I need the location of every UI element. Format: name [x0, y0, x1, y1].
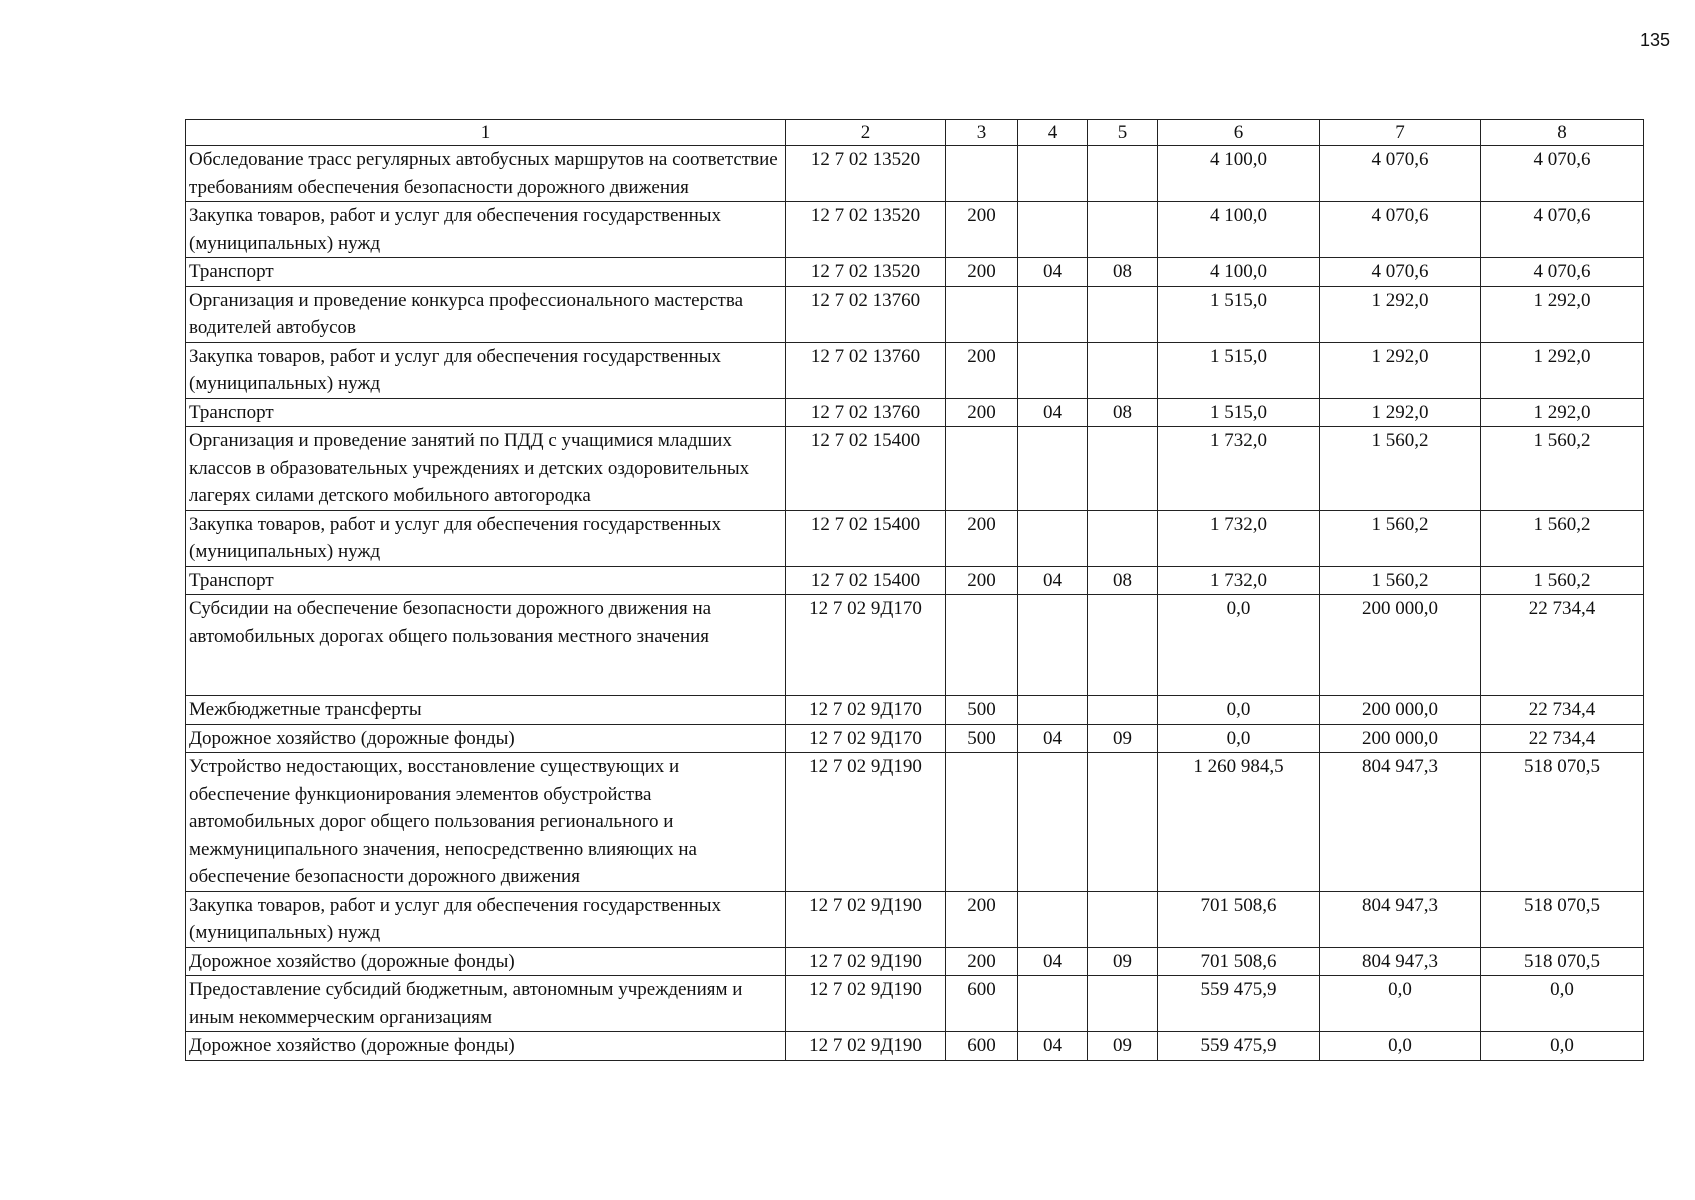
- cell-col5: [1088, 976, 1158, 1032]
- column-header-1: 1: [186, 120, 786, 146]
- cell-col5: 09: [1088, 1032, 1158, 1061]
- cell-code: 12 7 02 9Д170: [786, 724, 946, 753]
- cell-col7: 1 292,0: [1320, 398, 1481, 427]
- column-header-7: 7: [1320, 120, 1481, 146]
- cell-col5: 09: [1088, 724, 1158, 753]
- cell-col7: 4 070,6: [1320, 202, 1481, 258]
- cell-col6: 0,0: [1158, 595, 1320, 696]
- cell-col8: 1 292,0: [1481, 286, 1644, 342]
- cell-name: Транспорт: [186, 398, 786, 427]
- cell-col4: [1018, 286, 1088, 342]
- cell-col4: 04: [1018, 1032, 1088, 1061]
- cell-name: Дорожное хозяйство (дорожные фонды): [186, 1032, 786, 1061]
- cell-col6: 0,0: [1158, 724, 1320, 753]
- cell-col3: 600: [946, 976, 1018, 1032]
- cell-col6: 1 732,0: [1158, 510, 1320, 566]
- cell-code: 12 7 02 13760: [786, 342, 946, 398]
- cell-col4: [1018, 510, 1088, 566]
- cell-name: Закупка товаров, работ и услуг для обеспечения государственных (муниципальных) нужд: [186, 342, 786, 398]
- column-header-6: 6: [1158, 120, 1320, 146]
- cell-code: 12 7 02 13760: [786, 398, 946, 427]
- cell-col3: 200: [946, 947, 1018, 976]
- cell-col6: 4 100,0: [1158, 146, 1320, 202]
- cell-col8: 1 560,2: [1481, 427, 1644, 511]
- cell-name: Обследование трасс регулярных автобусных маршрутов на соответствие требованиям обеспечения безопасности дорожного движения: [186, 146, 786, 202]
- cell-col4: [1018, 595, 1088, 696]
- cell-col3: 200: [946, 891, 1018, 947]
- page-number: 135: [1639, 30, 1670, 50]
- cell-code: 12 7 02 13520: [786, 202, 946, 258]
- cell-name: Организация и проведение занятий по ПДД с учащимися младших классов в образовательных учреждениях и детских оздоровительных лагерях силами детского мобильного автогородка: [186, 427, 786, 511]
- cell-col3: 200: [946, 398, 1018, 427]
- cell-code: 12 7 02 9Д190: [786, 976, 946, 1032]
- cell-col4: 04: [1018, 258, 1088, 287]
- cell-col6: 559 475,9: [1158, 1032, 1320, 1061]
- cell-name: Закупка товаров, работ и услуг для обеспечения государственных (муниципальных) нужд: [186, 510, 786, 566]
- cell-col6: 0,0: [1158, 696, 1320, 725]
- cell-col3: 200: [946, 566, 1018, 595]
- cell-name: Дорожное хозяйство (дорожные фонды): [186, 724, 786, 753]
- cell-col8: 518 070,5: [1481, 891, 1644, 947]
- cell-col3: [946, 427, 1018, 511]
- cell-name: Субсидии на обеспечение безопасности дорожного движения на автомобильных дорогах общего пользования местного значения: [186, 595, 786, 696]
- cell-col6: 4 100,0: [1158, 202, 1320, 258]
- cell-name: Транспорт: [186, 566, 786, 595]
- cell-col5: [1088, 696, 1158, 725]
- cell-col8: 0,0: [1481, 1032, 1644, 1061]
- cell-col5: [1088, 342, 1158, 398]
- cell-name: Закупка товаров, работ и услуг для обеспечения государственных (муниципальных) нужд: [186, 202, 786, 258]
- cell-col7: 804 947,3: [1320, 753, 1481, 892]
- cell-col5: [1088, 202, 1158, 258]
- cell-col3: 200: [946, 342, 1018, 398]
- cell-col3: 500: [946, 724, 1018, 753]
- table-row: [186, 724, 1644, 753]
- cell-name: Организация и проведение конкурса профессионального мастерства водителей автобусов: [186, 286, 786, 342]
- cell-col8: 22 734,4: [1481, 724, 1644, 753]
- table-row: [186, 146, 1644, 202]
- cell-name: Межбюджетные трансферты: [186, 696, 786, 725]
- cell-col4: [1018, 427, 1088, 511]
- cell-col7: 200 000,0: [1320, 595, 1481, 696]
- cell-col7: 804 947,3: [1320, 947, 1481, 976]
- cell-col5: [1088, 595, 1158, 696]
- cell-col6: 1 732,0: [1158, 427, 1320, 511]
- cell-code: 12 7 02 15400: [786, 510, 946, 566]
- cell-col8: 0,0: [1481, 976, 1644, 1032]
- cell-col4: 04: [1018, 566, 1088, 595]
- cell-col3: 200: [946, 510, 1018, 566]
- table-row: [186, 258, 1644, 287]
- cell-col4: [1018, 146, 1088, 202]
- cell-col6: 701 508,6: [1158, 891, 1320, 947]
- table-row: [186, 510, 1644, 566]
- cell-col6: 1 515,0: [1158, 342, 1320, 398]
- column-header-5: 5: [1088, 120, 1158, 146]
- cell-col4: [1018, 753, 1088, 892]
- cell-col3: 600: [946, 1032, 1018, 1061]
- cell-code: 12 7 02 9Д190: [786, 947, 946, 976]
- cell-col5: [1088, 146, 1158, 202]
- column-header-3: 3: [946, 120, 1018, 146]
- cell-code: 12 7 02 13520: [786, 258, 946, 287]
- budget-table: [185, 119, 1644, 1061]
- cell-col7: 0,0: [1320, 976, 1481, 1032]
- cell-col7: 200 000,0: [1320, 696, 1481, 725]
- cell-col8: 4 070,6: [1481, 202, 1644, 258]
- table-row: [186, 202, 1644, 258]
- cell-col8: 1 292,0: [1481, 342, 1644, 398]
- cell-code: 12 7 02 9Д190: [786, 891, 946, 947]
- cell-code: 12 7 02 13760: [786, 286, 946, 342]
- cell-col3: 200: [946, 258, 1018, 287]
- cell-code: 12 7 02 15400: [786, 427, 946, 511]
- cell-col3: [946, 146, 1018, 202]
- cell-code: 12 7 02 13520: [786, 146, 946, 202]
- cell-col4: [1018, 202, 1088, 258]
- table-row: [186, 947, 1644, 976]
- table-row: [186, 286, 1644, 342]
- cell-col8: 22 734,4: [1481, 696, 1644, 725]
- cell-col4: 04: [1018, 398, 1088, 427]
- cell-col7: 4 070,6: [1320, 258, 1481, 287]
- cell-col7: 1 560,2: [1320, 566, 1481, 595]
- cell-col6: 1 732,0: [1158, 566, 1320, 595]
- cell-name: Транспорт: [186, 258, 786, 287]
- cell-col6: 701 508,6: [1158, 947, 1320, 976]
- cell-col8: 22 734,4: [1481, 595, 1644, 696]
- cell-col8: 4 070,6: [1481, 146, 1644, 202]
- cell-code: 12 7 02 9Д170: [786, 595, 946, 696]
- cell-col3: 200: [946, 202, 1018, 258]
- column-header-2: 2: [786, 120, 946, 146]
- cell-name: Устройство недостающих, восстановление существующих и обеспечение функционирования элементов обустройства автомобильных дорог общего пользования регионального и межмуниципального значения, непосредственно влияющих на обеспечение безопасности дорожного движения: [186, 753, 786, 892]
- cell-col5: 08: [1088, 398, 1158, 427]
- table-row: [186, 891, 1644, 947]
- cell-col6: 559 475,9: [1158, 976, 1320, 1032]
- cell-col4: [1018, 696, 1088, 725]
- cell-col4: [1018, 891, 1088, 947]
- cell-col5: 08: [1088, 258, 1158, 287]
- cell-col8: 1 560,2: [1481, 566, 1644, 595]
- cell-col5: [1088, 510, 1158, 566]
- cell-col5: [1088, 427, 1158, 511]
- cell-col8: 518 070,5: [1481, 753, 1644, 892]
- cell-col6: 1 260 984,5: [1158, 753, 1320, 892]
- cell-col8: 1 560,2: [1481, 510, 1644, 566]
- column-header-4: 4: [1018, 120, 1088, 146]
- table-row: [186, 342, 1644, 398]
- cell-name: Закупка товаров, работ и услуг для обеспечения государственных (муниципальных) нужд: [186, 891, 786, 947]
- cell-col8: 4 070,6: [1481, 258, 1644, 287]
- cell-col8: 518 070,5: [1481, 947, 1644, 976]
- cell-code: 12 7 02 9Д190: [786, 1032, 946, 1061]
- table-row: [186, 696, 1644, 725]
- cell-col7: 1 560,2: [1320, 510, 1481, 566]
- cell-col6: 4 100,0: [1158, 258, 1320, 287]
- cell-col8: 1 292,0: [1481, 398, 1644, 427]
- cell-col3: [946, 286, 1018, 342]
- cell-col5: [1088, 286, 1158, 342]
- cell-col5: 09: [1088, 947, 1158, 976]
- cell-col7: 1 292,0: [1320, 342, 1481, 398]
- cell-col4: 04: [1018, 724, 1088, 753]
- cell-col5: 08: [1088, 566, 1158, 595]
- cell-col7: 804 947,3: [1320, 891, 1481, 947]
- cell-col6: 1 515,0: [1158, 398, 1320, 427]
- cell-col3: 500: [946, 696, 1018, 725]
- cell-name: Предоставление субсидий бюджетным, автономным учреждениям и иным некоммерческим организациям: [186, 976, 786, 1032]
- table-row: [186, 976, 1644, 1032]
- table-row: [186, 595, 1644, 696]
- cell-code: 12 7 02 9Д190: [786, 753, 946, 892]
- cell-code: 12 7 02 9Д170: [786, 696, 946, 725]
- cell-code: 12 7 02 15400: [786, 566, 946, 595]
- cell-col6: 1 515,0: [1158, 286, 1320, 342]
- cell-col4: [1018, 976, 1088, 1032]
- cell-col4: 04: [1018, 947, 1088, 976]
- cell-col7: 4 070,6: [1320, 146, 1481, 202]
- cell-col4: [1018, 342, 1088, 398]
- cell-col3: [946, 595, 1018, 696]
- table-row: [186, 398, 1644, 427]
- cell-col3: [946, 753, 1018, 892]
- table-row: [186, 566, 1644, 595]
- cell-col7: 1 292,0: [1320, 286, 1481, 342]
- table-row: [186, 427, 1644, 511]
- cell-col5: [1088, 753, 1158, 892]
- table-header-row: [186, 120, 1644, 146]
- cell-col7: 1 560,2: [1320, 427, 1481, 511]
- cell-col7: 0,0: [1320, 1032, 1481, 1061]
- table-row: [186, 1032, 1644, 1061]
- column-header-8: 8: [1481, 120, 1644, 146]
- table-row: [186, 753, 1644, 892]
- cell-col7: 200 000,0: [1320, 724, 1481, 753]
- cell-name: Дорожное хозяйство (дорожные фонды): [186, 947, 786, 976]
- cell-col5: [1088, 891, 1158, 947]
